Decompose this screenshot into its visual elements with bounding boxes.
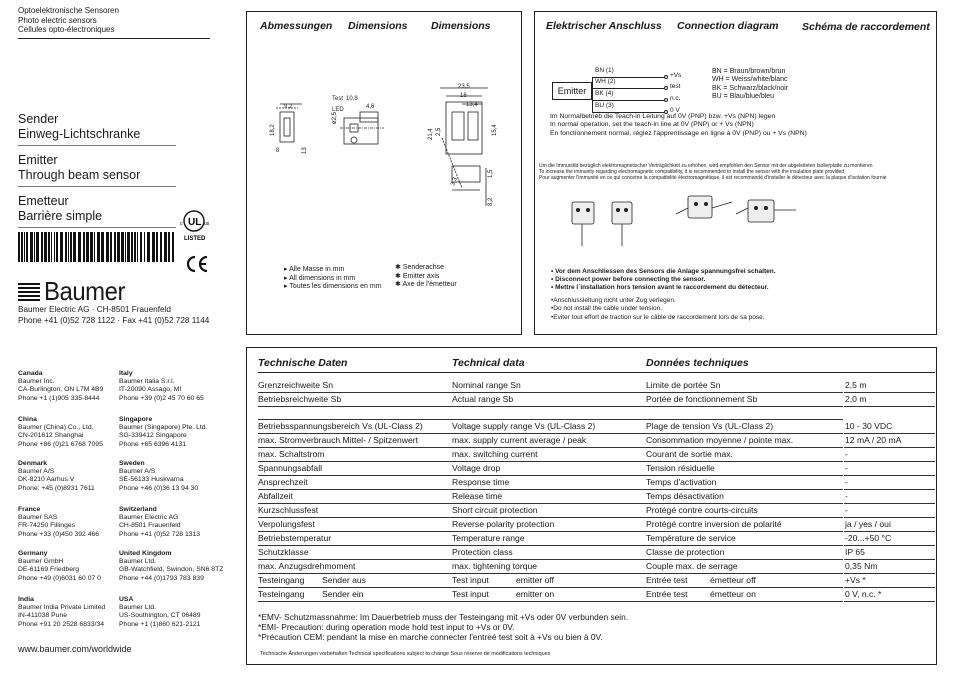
barcode-bar bbox=[26, 232, 28, 262]
barcode-bar bbox=[160, 232, 162, 262]
emitter-box: Emitter bbox=[552, 82, 592, 100]
tech-cell-fr: Consommation moyenne / pointe max. bbox=[646, 435, 794, 445]
value-separator bbox=[844, 503, 935, 504]
tech-cell-de: Abfallzeit bbox=[258, 491, 293, 501]
office-line: SG-339412 Singapore bbox=[119, 432, 187, 440]
divider bbox=[18, 145, 176, 146]
office-name: USA bbox=[119, 596, 134, 603]
tech-row bbox=[258, 420, 843, 434]
category-en: Photo electric sensors bbox=[18, 15, 97, 25]
barcode-bar bbox=[168, 232, 170, 262]
tech-value: +Vs * bbox=[845, 575, 866, 585]
svg-text:us: us bbox=[204, 221, 210, 227]
barcode-bar bbox=[131, 232, 133, 262]
wire-line bbox=[592, 100, 664, 101]
svg-text:1,5: 1,5 bbox=[488, 169, 494, 178]
barcode-bar bbox=[48, 232, 50, 262]
baumer-logo: Baumer bbox=[18, 281, 178, 303]
tech-cell-de: Spannungsabfall bbox=[258, 463, 323, 473]
value-separator bbox=[844, 489, 935, 490]
office-line: Phone +44 (0)1793 783 839 bbox=[119, 574, 204, 582]
barcode-bar bbox=[97, 232, 100, 262]
ul-listed-icon bbox=[178, 208, 212, 242]
row-separator bbox=[258, 601, 843, 602]
office-line: Baumer Italia S.r.l. bbox=[119, 378, 175, 385]
company-phone: Phone +41 (0)52 728 1122 · Fax +41 (0)52 728 1144 bbox=[18, 315, 210, 325]
svg-text:23,5: 23,5 bbox=[458, 84, 470, 90]
barcode-bar bbox=[110, 232, 112, 262]
teach-in-note: Im Normalbetrieb die Teach-in Leitung auf 0V (PNP) bzw. +Vs (NPN) legen In normal operation, set the teach-in line at 0V (PNP) or + Vs (NPN) En fonctionnement normal, réglez l'apprentissage en ligne à 0V (PNP) ou + Vs (NPN) bbox=[550, 113, 807, 137]
tech-cell-de: Verpolungsfest bbox=[258, 519, 315, 529]
office-line: Phone +91 20 2528 6833/34 bbox=[18, 620, 104, 628]
office-france bbox=[18, 506, 99, 539]
tech-cell-fr: Protégé contre courts-circuits bbox=[646, 505, 758, 515]
barcode-bar bbox=[68, 232, 69, 262]
office-name: Germany bbox=[18, 550, 48, 557]
tech-value: -20...+50 °C bbox=[845, 533, 892, 543]
svg-text:13,4: 13,4 bbox=[466, 102, 478, 108]
office-line: US-Southington, CT 06489 bbox=[119, 612, 201, 620]
tech-cell-en: Nominal range Sn bbox=[452, 380, 521, 390]
tech-cell-fr: Entrée test bbox=[646, 575, 688, 585]
tech-cell-de-sub: Sender ein bbox=[322, 589, 364, 599]
office-line: Phone +65 6396 4131 bbox=[119, 440, 187, 448]
wire-terminal: 0 V bbox=[670, 107, 680, 114]
office-line: Baumer Ltd. bbox=[119, 604, 157, 611]
tech-cell-en: Voltage drop bbox=[452, 463, 501, 473]
office-line: Phone +39 (0)2 45 70 60 65 bbox=[119, 394, 204, 402]
office-singapore bbox=[119, 416, 207, 449]
terminal-icon bbox=[664, 75, 668, 79]
barcode-bar bbox=[36, 232, 39, 262]
barcode-bar bbox=[127, 232, 130, 262]
barcode-bar bbox=[164, 232, 167, 262]
connection-header-fr: Schéma de raccordement bbox=[802, 21, 930, 33]
svg-text:2,5: 2,5 bbox=[436, 127, 442, 136]
tech-row bbox=[258, 434, 843, 448]
tech-cell-de: Betriebsspannungsbereich Vs (UL-Class 2) bbox=[258, 421, 423, 431]
tech-value: - bbox=[845, 463, 848, 473]
svg-text:18,2: 18,2 bbox=[270, 124, 276, 136]
ce-mark-icon bbox=[184, 255, 210, 273]
office-name: United Kingdom bbox=[119, 550, 172, 557]
tech-cell-de: Kurzschlussfest bbox=[258, 505, 319, 515]
cable-warnings: •Anschlussleitung nicht unter Zug verlegen. •Do not install the cable under tension. •Eviter tout effort de traction sur le câble de raccordement lors de sa pose. bbox=[551, 297, 765, 321]
office-line: Baumer A/S bbox=[18, 468, 55, 475]
value-separator bbox=[844, 406, 935, 407]
office-line: Phone +49 (0)6031 60 07 0 bbox=[18, 574, 101, 582]
wire-code: BK (4) bbox=[595, 90, 614, 97]
office-line: Phone +33 (0)450 392 466 bbox=[18, 530, 100, 538]
wire-bus bbox=[592, 77, 593, 113]
tech-cell-fr-sub: émetteur off bbox=[710, 575, 756, 585]
tech-value: 2,5 m bbox=[845, 380, 867, 390]
office-line: CN-201612 Shanghai bbox=[18, 432, 84, 440]
office-line: Baumer Inc. bbox=[18, 378, 55, 385]
company-contact bbox=[18, 305, 209, 326]
office-line: DK-8210 Aarhus V bbox=[18, 476, 75, 484]
tech-row bbox=[258, 490, 843, 504]
tech-cell-en: Reverse polarity protection bbox=[452, 519, 555, 529]
tech-header-fr: Données techniques bbox=[646, 357, 749, 369]
barcode-bar bbox=[73, 232, 76, 262]
barcode-bar bbox=[94, 232, 95, 262]
barcode-bar bbox=[44, 232, 47, 262]
changes-note: Technische Änderungen vorbehalten Technical specifications subject to change Sous réserve de modifications techniques bbox=[260, 651, 551, 657]
tech-header-en: Technical data bbox=[452, 357, 525, 369]
tech-row bbox=[258, 518, 843, 532]
row-separator bbox=[258, 406, 843, 407]
office-china bbox=[18, 416, 103, 449]
office-line: CH-8501 Frauenfeld bbox=[119, 522, 181, 530]
barcode-bar bbox=[70, 232, 72, 262]
svg-text:21,4: 21,4 bbox=[428, 128, 434, 140]
barcode-bar bbox=[90, 232, 93, 262]
tech-row bbox=[258, 546, 843, 560]
svg-text:ø2,5: ø2,5 bbox=[332, 111, 338, 124]
axis-notes: ✱ Senderachse ✱ Emitter axis ✱ Axe de l'émetteur bbox=[395, 264, 457, 288]
tech-cell-fr: Plage de tension Vs (UL-Class 2) bbox=[646, 421, 774, 431]
dimensions-header-de: Abmessungen bbox=[260, 20, 333, 32]
barcode-bar bbox=[137, 232, 138, 262]
tech-row bbox=[258, 588, 843, 602]
barcode-bar bbox=[65, 232, 67, 262]
svg-text:8: 8 bbox=[276, 148, 280, 154]
tech-cell-de: Betriebstemperatur bbox=[258, 533, 332, 543]
office-line: GB-Watchfield, Swindon, SN6 8TZ bbox=[119, 566, 224, 574]
mounting-illustration bbox=[560, 188, 820, 250]
wire-code: BN (1) bbox=[595, 67, 614, 74]
office-india bbox=[18, 596, 105, 629]
tech-cell-fr: Température de service bbox=[646, 533, 736, 543]
value-separator bbox=[844, 601, 935, 602]
svg-text:10,8: 10,8 bbox=[346, 96, 358, 102]
wire-terminal: +Vs bbox=[670, 72, 682, 79]
office-line: Phone +1 (1)860 621-2121 bbox=[119, 620, 201, 628]
barcode-bar bbox=[144, 232, 145, 262]
office-line: Baumer (China) Co., Ltd. bbox=[18, 424, 94, 431]
office-line: Baumer A/S bbox=[119, 468, 156, 475]
office-sweden bbox=[119, 460, 198, 493]
tech-cell-en: max. tightening torque bbox=[452, 561, 538, 571]
barcode-bar bbox=[18, 232, 20, 262]
office-line: FR-74250 Fillinges bbox=[18, 522, 76, 530]
connection-header-en: Connection diagram bbox=[677, 20, 779, 32]
tech-cell-en: max. switching current bbox=[452, 449, 538, 459]
category-fr: Cellules opto-électroniques bbox=[18, 25, 115, 35]
tech-cell-de: max. Schaltstrom bbox=[258, 449, 325, 459]
svg-text:UL: UL bbox=[188, 217, 202, 228]
tech-cell-en: Test input bbox=[452, 575, 489, 585]
svg-text:LED: LED bbox=[332, 107, 344, 113]
tech-cell-de: Testeingang bbox=[258, 589, 305, 599]
wiring-diagram bbox=[550, 64, 710, 116]
office-line: Baumer GmbH bbox=[18, 558, 64, 565]
office-line: Phone +46 (0)36 13 94 30 bbox=[119, 484, 199, 492]
office-italy bbox=[119, 370, 204, 403]
tech-cell-fr: Courant de sortie max. bbox=[646, 449, 733, 459]
tech-value: - bbox=[845, 491, 848, 501]
barcode-bar bbox=[30, 232, 33, 262]
barcode-bar bbox=[78, 232, 81, 262]
tech-value: 2,0 m bbox=[845, 394, 867, 404]
company-address: Baumer Electric AG · CH-8501 Frauenfeld bbox=[18, 305, 171, 314]
svg-text:18: 18 bbox=[460, 93, 467, 99]
value-separator bbox=[844, 461, 935, 462]
dimensions-header-fr: Dimensions bbox=[431, 20, 491, 32]
wire-terminal: n.c. bbox=[670, 95, 681, 102]
dimension-drawing bbox=[262, 78, 512, 218]
tech-row bbox=[258, 504, 843, 518]
office-united-kingdom bbox=[119, 550, 223, 583]
wire-line bbox=[592, 88, 664, 89]
barcode-bar bbox=[156, 232, 158, 262]
category-block bbox=[18, 6, 119, 35]
tech-cell-de: Schutzklasse bbox=[258, 547, 309, 557]
svg-text:4,6: 4,6 bbox=[366, 104, 375, 110]
barcode-bar bbox=[106, 232, 109, 262]
product-de: Sender Einweg-Lichtschranke bbox=[18, 112, 141, 141]
office-line: Phone +1 (1)905 335-8444 bbox=[18, 394, 100, 402]
office-line: IT-20090 Assago, MI bbox=[119, 386, 182, 394]
svg-text:c: c bbox=[180, 221, 183, 227]
tech-cell-en: Temperature range bbox=[452, 533, 525, 543]
tech-cell-de: max. Stromverbrauch Mittel- / Spitzenwert bbox=[258, 435, 418, 445]
tech-value: - bbox=[845, 477, 848, 487]
emc-footnotes: *EMV- Schutzmassnahme: Im Dauerbetrieb muss der Testeingang mit +Vs oder 0V verbunden sein. *EMI- Precaution: during operation mode hold test input to +Vs or 0V. *Précaution CEM: pendant la mise en marche connecter l'entreé test soit à +Vs ou bien à 0V. bbox=[258, 612, 629, 643]
office-name: Singapore bbox=[119, 416, 153, 423]
tech-row bbox=[258, 574, 843, 588]
barcode-bar bbox=[86, 232, 89, 262]
tech-cell-en: Short circuit protection bbox=[452, 505, 538, 515]
barcode-bar bbox=[114, 232, 116, 262]
office-line: Baumer Electric AG bbox=[119, 514, 179, 521]
barcode-bar bbox=[117, 232, 120, 262]
tech-cell-fr: Limite de portée Sn bbox=[646, 380, 721, 390]
tech-row bbox=[258, 560, 843, 574]
office-line: Phone +41 (0)52 728 1313 bbox=[119, 530, 201, 538]
office-line: SE-56133 Huskvarna bbox=[119, 476, 184, 484]
tech-row bbox=[258, 476, 843, 490]
barcode-bar bbox=[83, 232, 85, 262]
color-legend: BN = Braun/brown/brun WH = Weiss/white/blanc BK = Schwarz/black/noir BU = Blau/blue/bleu bbox=[712, 68, 789, 101]
office-line: Phone +86 (0)21 6768 7095 bbox=[18, 440, 103, 448]
tech-cell-en: max. supply current average / peak bbox=[452, 435, 587, 445]
logo-stripes-icon bbox=[18, 283, 40, 301]
tech-row bbox=[258, 393, 843, 407]
office-denmark bbox=[18, 460, 95, 493]
office-name: India bbox=[18, 596, 34, 603]
barcode-bar bbox=[101, 232, 104, 262]
tech-cell-de: Ansprechzeit bbox=[258, 477, 308, 487]
office-line: Baumer (Singapore) Pte. Ltd. bbox=[119, 424, 208, 431]
tech-cell-de: Testeingang bbox=[258, 575, 305, 585]
tech-cell-de: max. Anzugsdrehmoment bbox=[258, 561, 356, 571]
tech-cell-fr: Couple max. de serrage bbox=[646, 561, 738, 571]
office-usa bbox=[119, 596, 201, 629]
office-name: Italy bbox=[119, 370, 133, 377]
wire-code: WH (2) bbox=[595, 78, 616, 85]
office-name: China bbox=[18, 416, 37, 423]
barcode-bar bbox=[34, 232, 35, 262]
tech-cell-fr: Temps d'activation bbox=[646, 477, 717, 487]
barcode-bar bbox=[41, 232, 43, 262]
tech-value: - bbox=[845, 505, 848, 515]
category-de: Optoelektronische Sensoren bbox=[18, 6, 119, 15]
tech-cell-en: Release time bbox=[452, 491, 503, 501]
office-name: Denmark bbox=[18, 460, 48, 467]
barcode bbox=[18, 232, 176, 264]
office-line: Baumer Ltd. bbox=[119, 558, 157, 565]
svg-text:13: 13 bbox=[302, 147, 308, 154]
barcode-bar bbox=[140, 232, 142, 262]
svg-text:15,4: 15,4 bbox=[492, 124, 498, 136]
barcode-bar bbox=[60, 232, 63, 262]
website-link[interactable]: www.baumer.com/worldwide bbox=[18, 644, 132, 654]
tech-header-de: Technische Daten bbox=[258, 357, 348, 369]
tech-cell-en: Test input bbox=[452, 589, 489, 599]
office-line: Baumer India Private Limited bbox=[18, 604, 106, 611]
svg-text:3,3: 3,3 bbox=[450, 176, 459, 187]
value-separator bbox=[844, 447, 935, 448]
tech-cell-de: Betriebsreichweite Sb bbox=[258, 394, 342, 404]
tech-cell-fr: Tension résiduelle bbox=[646, 463, 715, 473]
wire-code: BU (3) bbox=[595, 102, 614, 109]
product-en: Emitter Through beam sensor bbox=[18, 153, 141, 182]
office-line: Phone: +45 (0)8931 7611 bbox=[18, 484, 95, 492]
row-separator bbox=[258, 392, 843, 393]
barcode-bar bbox=[51, 232, 52, 262]
tech-value: 12 mA / 20 mA bbox=[845, 435, 902, 445]
tech-cell-fr: Classe de protection bbox=[646, 547, 725, 557]
svg-text:LISTED: LISTED bbox=[184, 236, 206, 242]
tech-cell-de: Grenzreichweite Sn bbox=[258, 380, 333, 390]
tech-cell-en-sub: emitter off bbox=[516, 575, 555, 585]
barcode-bar bbox=[152, 232, 155, 262]
svg-text:8,2: 8,2 bbox=[488, 197, 494, 206]
barcode-bar bbox=[125, 232, 126, 262]
barcode-bar bbox=[56, 232, 58, 262]
office-name: France bbox=[18, 506, 41, 513]
divider bbox=[18, 38, 210, 39]
tech-cell-fr: Portée de fonctionnement Sb bbox=[646, 394, 758, 404]
barcode-bar bbox=[172, 232, 174, 262]
office-line: Baumer SAS bbox=[18, 514, 58, 521]
wire-terminal: test bbox=[670, 83, 681, 90]
tech-row bbox=[258, 379, 843, 393]
connection-header-de: Elektrischer Anschluss bbox=[546, 20, 662, 32]
tech-value: 0 V, n.c. * bbox=[845, 589, 882, 599]
barcode-bar bbox=[54, 232, 55, 262]
office-germany bbox=[18, 550, 101, 583]
office-line: CA-Burlington, ON L7M 4B9 bbox=[18, 386, 104, 394]
value-separator bbox=[844, 475, 935, 476]
tech-value: - bbox=[845, 449, 848, 459]
barcode-bar bbox=[121, 232, 124, 262]
terminal-icon bbox=[664, 86, 668, 90]
office-name: Canada bbox=[18, 370, 43, 377]
safety-warnings: • Vor dem Anschliessen des Sensors die Anlage spannungsfrei schalten. • Disconnect power before connecting the sensor. • Mettre l´installation hors tension avant le raccordement du détecteur. bbox=[551, 268, 776, 291]
office-line: DE-61169 Friedberg bbox=[18, 566, 80, 574]
tech-value: ja / yes / oui bbox=[845, 519, 891, 529]
product-fr: Emetteur Barrière simple bbox=[18, 194, 103, 223]
tech-row bbox=[258, 532, 843, 546]
barcode-bar bbox=[147, 232, 150, 262]
barcode-bar bbox=[24, 232, 25, 262]
svg-text:Test: Test bbox=[332, 96, 344, 102]
barcode-bar bbox=[21, 232, 23, 262]
svg-text:9,2: 9,2 bbox=[284, 104, 293, 110]
divider bbox=[18, 186, 176, 187]
tech-cell-fr: Entrée test bbox=[646, 589, 688, 599]
tech-cell-en: Actual range Sb bbox=[452, 394, 514, 404]
office-canada bbox=[18, 370, 103, 403]
office-line: IN-411038 Pune bbox=[18, 612, 67, 620]
barcode-bar bbox=[134, 232, 136, 262]
tech-value: IP 65 bbox=[845, 547, 865, 557]
divider bbox=[258, 372, 935, 373]
tech-cell-en: Protection class bbox=[452, 547, 513, 557]
office-switzerland bbox=[119, 506, 200, 539]
divider bbox=[18, 227, 176, 228]
tech-cell-en-sub: emitter on bbox=[516, 589, 555, 599]
tech-cell-de-sub: Sender aus bbox=[322, 575, 366, 585]
emc-note: Um die Immunität bezüglich elektromagnetischer Verträglichkeit zu erhöhen, wird empfohlen den Sensor mit der abgeleiteten Isolierplatte zu montieren To increase the immunity regarding electromagnetic compatibility, it is recommended to install the sensor with the insulation plate provided Pour augmenter l'immunité en ce qui concerne la compatibilité électromagnétique, il est recommandé d'installer le détecteur avec la plaque d'isolation fournie bbox=[539, 163, 887, 181]
tech-cell-fr: Protégé contre inversion de polarité bbox=[646, 519, 782, 529]
tech-row bbox=[258, 448, 843, 462]
tech-row bbox=[258, 462, 843, 476]
row-separator bbox=[258, 419, 843, 420]
tech-cell-fr: Temps désactivation bbox=[646, 491, 724, 501]
dimensions-header-en: Dimensions bbox=[348, 20, 408, 32]
tech-cell-en: Voltage supply range Vs (UL-Class 2) bbox=[452, 421, 596, 431]
tech-value: 10 - 30 VDC bbox=[845, 421, 893, 431]
terminal-icon bbox=[664, 98, 668, 102]
office-name: Sweden bbox=[119, 460, 145, 467]
tech-value: 0,35 Nm bbox=[845, 561, 878, 571]
tech-cell-en: Response time bbox=[452, 477, 510, 487]
tech-cell-fr-sub: émetteur on bbox=[710, 589, 756, 599]
dimensions-notes: ▸ Alle Masse in mm ▸ All dimensions in mm ▸ Toutes les dimensions en mm bbox=[284, 266, 382, 290]
office-name: Switzerland bbox=[119, 506, 157, 513]
